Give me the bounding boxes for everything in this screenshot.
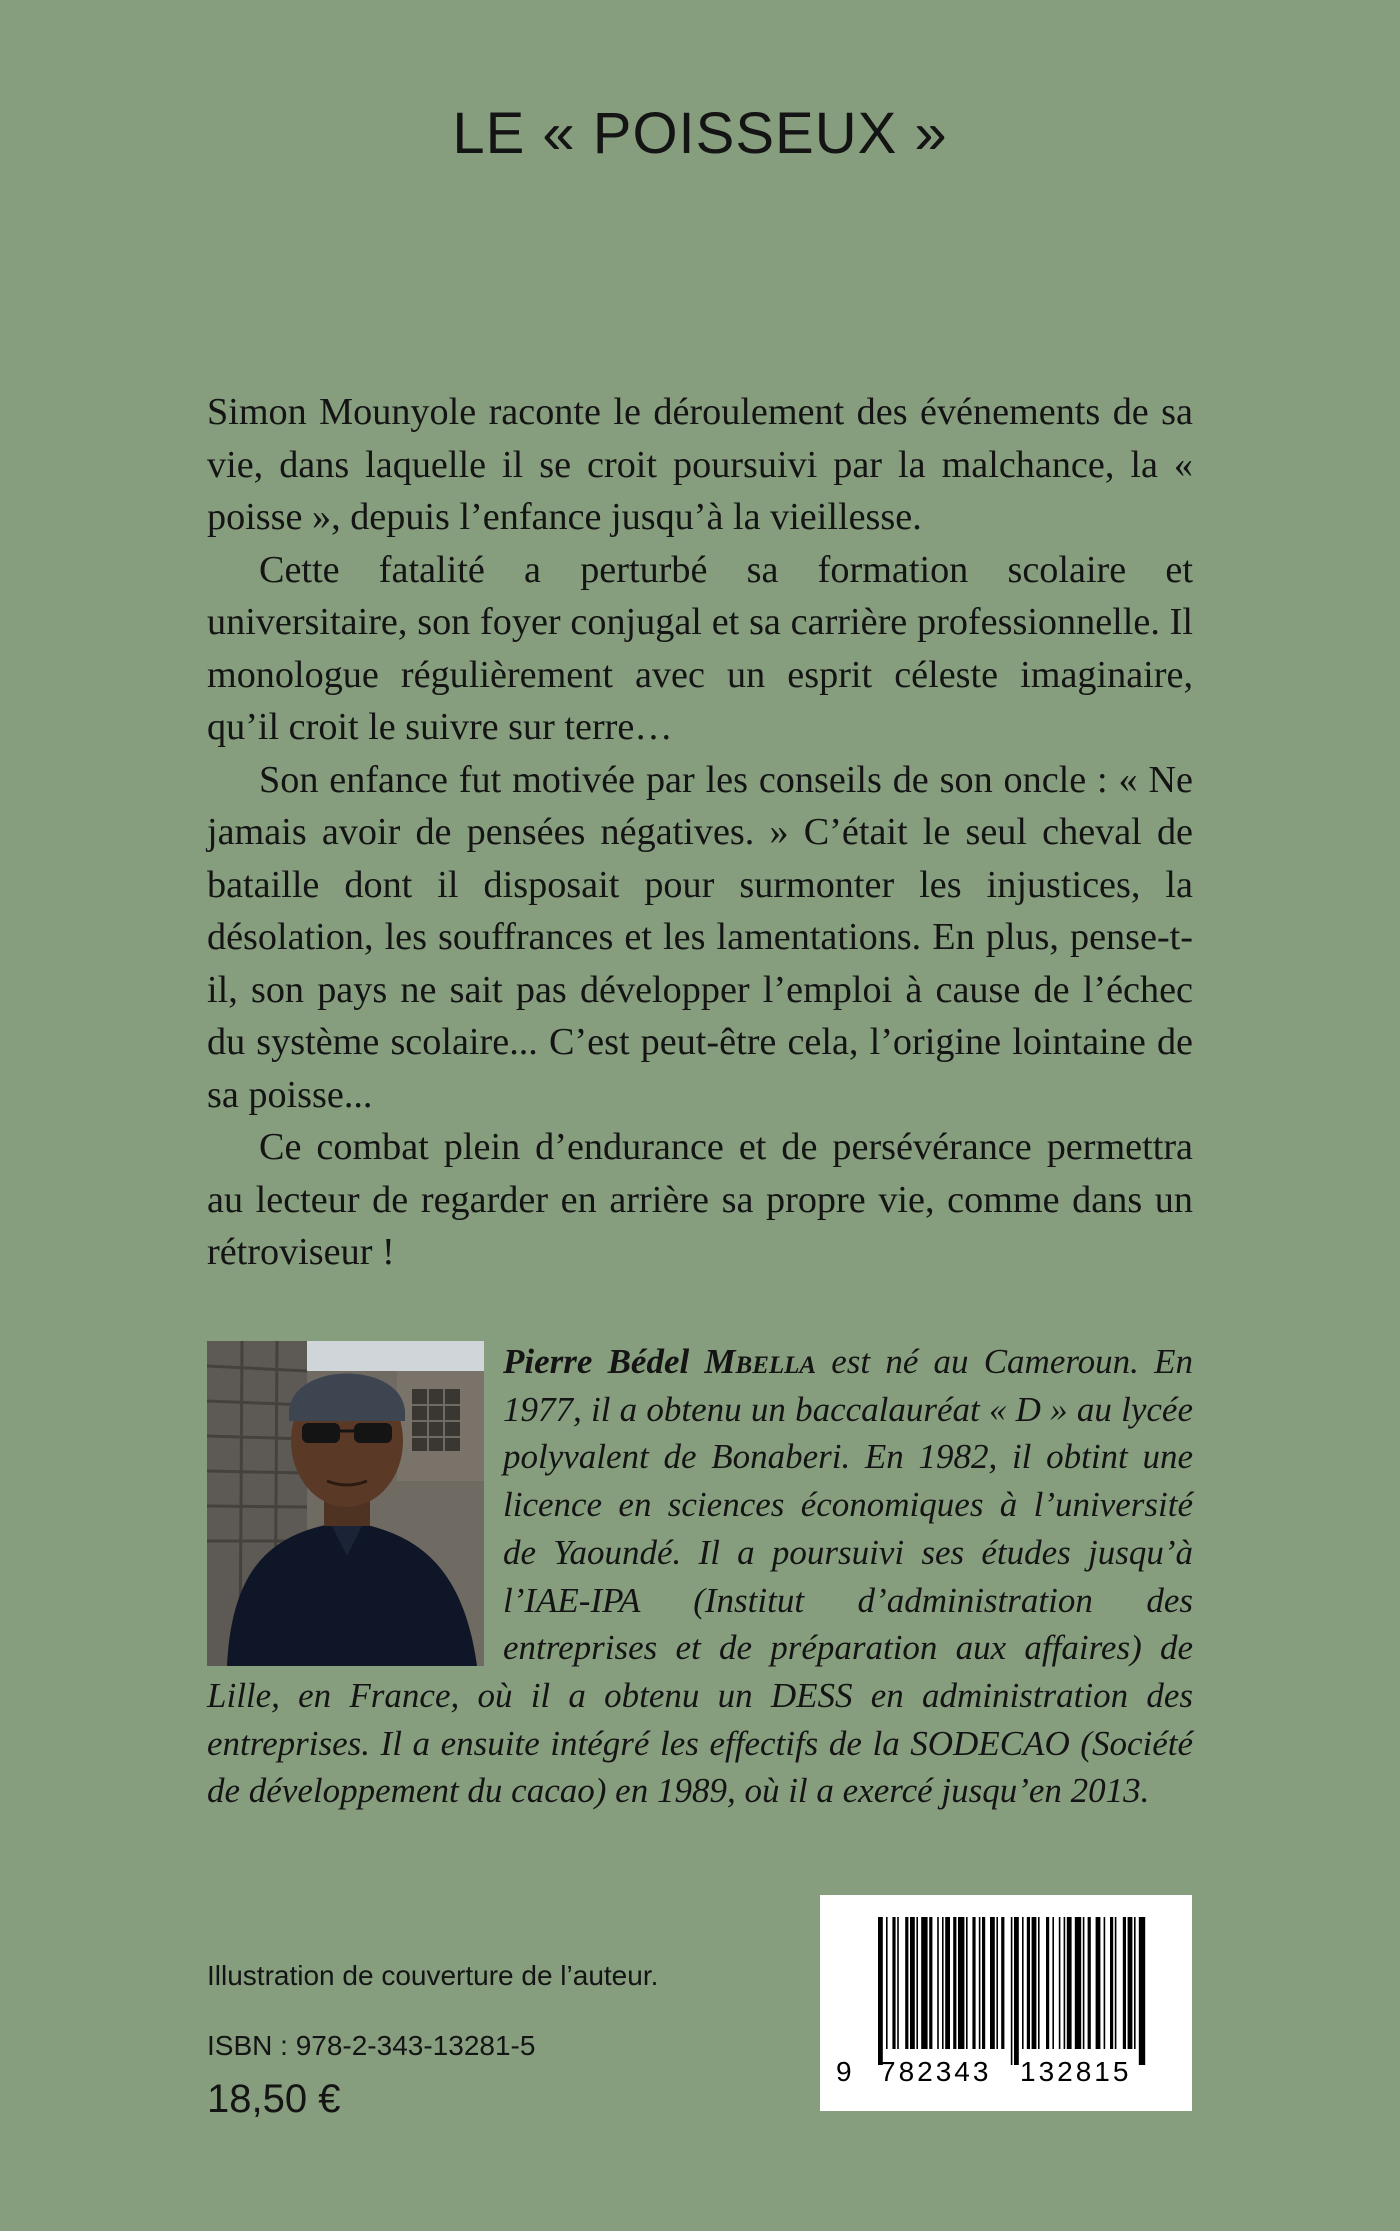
author-bio — [207, 1338, 1193, 1815]
barcode-bar — [979, 1917, 981, 2049]
barcode-bar — [996, 1917, 998, 2049]
barcode-bar — [897, 1917, 899, 2049]
barcode-bar — [905, 1917, 908, 2049]
barcode-bar — [1088, 1917, 1091, 2049]
barcode-bar — [1123, 1917, 1126, 2049]
barcode-bar — [953, 1917, 956, 2049]
barcode-bar — [892, 1917, 895, 2049]
barcode-first-digit: 9 — [836, 2056, 852, 2087]
barcode-bar — [1059, 1917, 1061, 2049]
barcode-bar — [990, 1917, 995, 2049]
barcode-group-1: 782343 — [880, 2056, 992, 2087]
barcode-bar — [886, 1917, 888, 2049]
barcode-bar — [1134, 1917, 1136, 2049]
barcode-bar — [1022, 1917, 1024, 2049]
synopsis — [207, 386, 1193, 1279]
photo-spacer — [207, 1338, 503, 1668]
barcode-bar — [1115, 1917, 1117, 2049]
barcode-bar — [1139, 1917, 1145, 2065]
barcode-bar — [1046, 1917, 1049, 2049]
isbn: ISBN : 978-2-343-13281-5 — [207, 2030, 536, 2061]
barcode-group-2: 132815 — [1020, 2056, 1132, 2087]
price: 18,50 € — [207, 2077, 341, 2121]
bio-text: est né au Cameroun. En 1977, il a obtenu un baccalauréat « D » au lycée polyvalent de Bonaberi. En 1982, il obtint une licence en sciences économiques à l’université de Yaoundé. Il a poursuivi ses études jusqu’à l’IAE-IPA (Institut d’administration des entreprises et de préparation aux affaires) de Lille, en France, où il a obtenu un DESS en administration des entreprises. Il a ensuite intégré les effectifs de la SODECAO (Société de développement du cacao) en 1989, où il a exercé jusqu’en 2013. — [207, 1342, 1193, 1811]
barcode-bar — [1001, 1917, 1004, 2049]
barcode-bar — [1104, 1917, 1106, 2049]
barcode-bar — [958, 1917, 964, 2049]
synopsis-paragraph-1: Simon Mounyole raconte le déroulement des événements de sa vie, dans laquelle il se croit poursuivi par la malchance, la « poisse », depuis l’enfance jusqu’à la vieillesse. — [207, 391, 1193, 538]
barcode — [820, 1895, 1192, 2111]
barcode-bar — [1027, 1917, 1030, 2049]
synopsis-paragraph-3: Son enfance fut motivée par les conseils de son oncle : « Ne jamais avoir de pensées négatives. » C’était le seul cheval de bataille dont il disposait pour surmonter les injustices, la désolation, les souffrances et les lamentations. En plus, pense-t-il, son pays ne sait pas développer l’emploi à cause de l’échec du système scolaire... C’est peut-être cela, l’origine lointaine de sa poisse... — [207, 758, 1193, 1116]
barcode-bar — [1014, 1917, 1019, 2065]
synopsis-paragraph-4: Ce combat plein d’endurance et de persévérance permettra au lecteur de regarder en arrière sa propre vie, comme dans un rétroviseur ! — [207, 1126, 1193, 1273]
synopsis-paragraph-2: Cette fatalité a perturbé sa formation scolaire et universitaire, son foyer conjugal et sa carrière professionnelle. Il monologue régulièrement avec un esprit céleste imaginaire, qu’il croit le suivre sur terre… — [207, 548, 1193, 748]
barcode-bar — [878, 1917, 883, 2065]
barcode-bar — [972, 1917, 975, 2049]
barcode-bar — [929, 1917, 932, 2049]
barcode-bar — [1083, 1917, 1085, 2049]
cover-credit: Illustration de couverture de l’auteur. — [207, 1960, 659, 1991]
barcode-bar — [937, 1917, 939, 2049]
barcode-bars — [878, 1917, 1145, 2065]
author-name — [503, 1342, 816, 1381]
barcode-bar — [916, 1917, 918, 2049]
barcode-bar — [945, 1917, 950, 2049]
book-title: LE « POISSEUX » — [452, 101, 948, 166]
barcode-bar — [1052, 1917, 1054, 2049]
barcode-bar — [1032, 1917, 1037, 2049]
author-last-name: Mbella — [704, 1342, 817, 1381]
barcode-bar — [910, 1917, 915, 2049]
barcode-bar — [1064, 1917, 1066, 2049]
author-first-name: Pierre Bédel — [503, 1342, 705, 1381]
barcode-bar — [1128, 1917, 1133, 2049]
barcode-bar — [966, 1917, 968, 2049]
barcode-bar — [1038, 1917, 1040, 2049]
barcode-bar — [982, 1917, 985, 2049]
barcode-bar — [921, 1917, 927, 2049]
barcode-bar — [942, 1917, 944, 2049]
barcode-bar — [1011, 1917, 1013, 2065]
barcode-bar — [1067, 1917, 1072, 2049]
barcode-bar — [1096, 1917, 1101, 2049]
barcode-bar — [1110, 1917, 1113, 2049]
barcode-bar — [1075, 1917, 1081, 2049]
